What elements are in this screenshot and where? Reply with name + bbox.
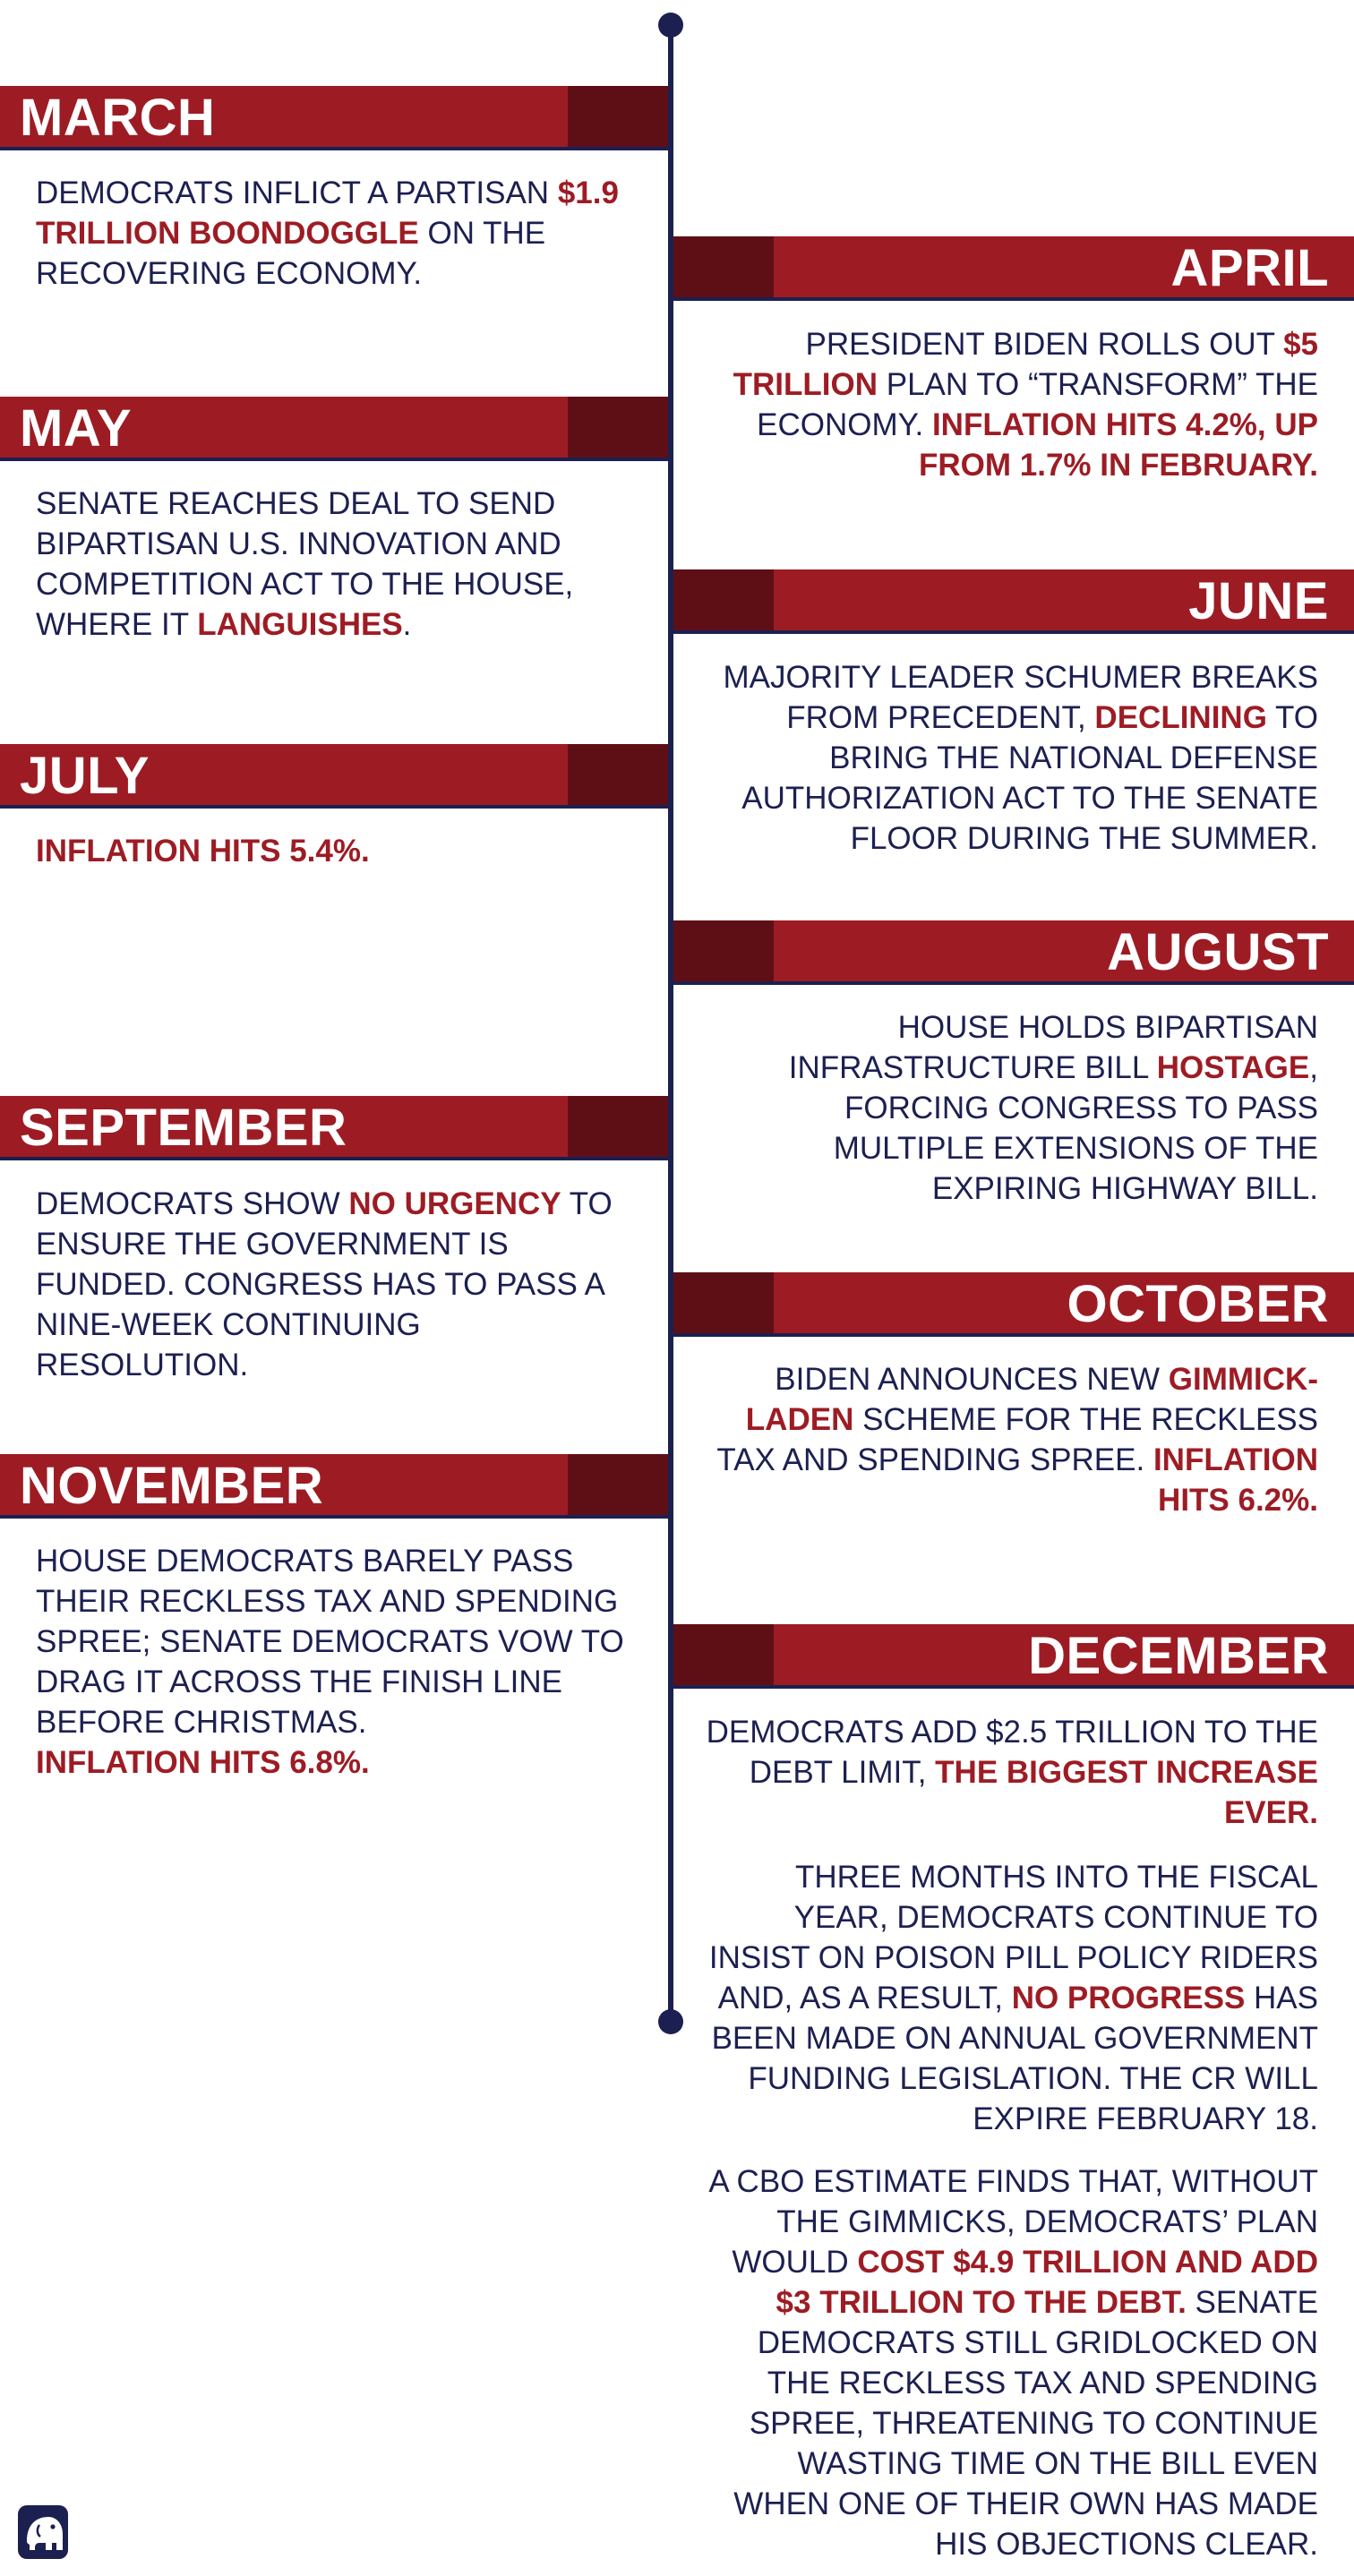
elephant-icon	[18, 2505, 68, 2559]
entry-text: MAJORITY LEADER SCHUMER BREAKS FROM PRECEDENT,	[723, 660, 1318, 735]
month-label-september: SEPTEMBER	[20, 1099, 347, 1157]
banner-accent	[568, 1096, 668, 1157]
month-label-december: DECEMBER	[1028, 1627, 1329, 1685]
entry-text: DEMOCRATS SHOW	[36, 1186, 349, 1221]
entry-text: TO ENSURE THE GOVERNMENT IS FUNDED. CONGRESS HAS TO PASS A NINE-WEEK CONTINUING RESOLUTION.	[36, 1186, 613, 1382]
entry-august	[698, 1007, 1318, 1209]
entry-june	[698, 657, 1318, 859]
banner-accent	[568, 86, 668, 147]
banner-accent	[673, 569, 774, 630]
entry-highlight: $1.9 TRILLION BOONDOGGLE	[36, 175, 619, 251]
entry-text: HOUSE HOLDS BIPARTISAN INFRASTRUCTURE BILL	[788, 1010, 1318, 1085]
entry-highlight: LANGUISHES	[197, 607, 403, 642]
banner-accent	[673, 1624, 774, 1685]
entry-text: ON THE RECOVERING ECONOMY.	[36, 216, 546, 291]
entry-highlight: THE BIGGEST INCREASE EVER.	[935, 1755, 1318, 1830]
entry-highlight: HOSTAGE	[1156, 1050, 1310, 1085]
month-banner-september	[0, 1096, 668, 1160]
entry-text: TO BRING THE NATIONAL DEFENSE AUTHORIZATION ACT TO THE SENATE FLOOR DURING THE SUMMER.	[741, 700, 1318, 856]
month-banner-october	[673, 1272, 1354, 1337]
entry-highlight: GIMMICK-LADEN	[745, 1362, 1318, 1437]
entry-october	[698, 1359, 1318, 1520]
entry-highlight: INFLATION HITS 6.8%.	[36, 1745, 370, 1780]
entry-text: , FORCING CONGRESS TO PASS MULTIPLE EXTENSIONS OF THE EXPIRING HIGHWAY BILL.	[833, 1050, 1318, 1206]
timeline-spine	[668, 24, 673, 2023]
timeline-start-dot	[658, 13, 683, 38]
entry-highlight: $5 TRILLION	[733, 327, 1318, 402]
entry-text: HOUSE DEMOCRATS BARELY PASS THEIR RECKLESS TAX AND SPENDING SPREE; SENATE DEMOCRATS VOW TO DRAG IT ACROSS THE FINISH LINE BEFORE CHRISTMAS.	[36, 1544, 624, 1740]
month-banner-april	[673, 236, 1354, 301]
entry-text: PRESIDENT BIDEN ROLLS OUT	[805, 327, 1284, 362]
entry-text: PLAN TO “TRANSFORM” THE ECONOMY.	[757, 367, 1318, 442]
month-banner-august	[673, 920, 1354, 985]
banner-accent	[568, 1454, 668, 1515]
month-label-july: JULY	[20, 747, 150, 805]
month-label-june: JUNE	[1188, 572, 1329, 630]
entry-text: SENATE REACHES DEAL TO SEND BIPARTISAN U.S. INNOVATION AND COMPETITION ACT TO THE HOUSE, WHERE IT	[36, 486, 574, 642]
month-label-march: MARCH	[20, 89, 216, 147]
entry-text: SENATE DEMOCRATS STILL GRIDLOCKED ON THE RECKLESS TAX AND SPENDING SPREE, THREATENING TO CONTINUE WASTING TIME ON THE BILL EVEN WHEN ONE OF THEIR OWN HAS MADE HIS OBJECTIONS CLEAR.	[733, 2285, 1318, 2562]
month-banner-may	[0, 397, 668, 461]
month-label-april: APRIL	[1170, 239, 1329, 297]
entry-highlight: NO URGENCY	[348, 1186, 561, 1221]
banner-accent	[673, 1272, 774, 1333]
month-banner-july	[0, 744, 668, 809]
month-label-november: NOVEMBER	[20, 1457, 324, 1515]
entry-highlight: NO PROGRESS	[1011, 1981, 1246, 2015]
entry-text: BIDEN ANNOUNCES NEW	[775, 1362, 1169, 1397]
entry-december-cbo	[698, 2161, 1318, 2564]
entry-text: THREE MONTHS INTO THE FISCAL YEAR, DEMOCRATS CONTINUE TO INSIST ON POISON PILL POLICY RIDERS AND, AS A RESULT,	[708, 1860, 1318, 2015]
entry-july	[36, 831, 627, 871]
entry-may	[36, 484, 627, 645]
month-label-october: OCTOBER	[1067, 1275, 1329, 1333]
month-banner-november	[0, 1454, 668, 1519]
timeline-end-dot	[658, 2009, 683, 2034]
entry-highlight: COST $4.9 TRILLION AND ADD $3 TRILLION TO THE DEBT.	[776, 2245, 1318, 2320]
entry-text: SCHEME FOR THE RECKLESS TAX AND SPENDING SPREE.	[716, 1402, 1318, 1477]
entry-december-debt-limit	[698, 1712, 1318, 1833]
entry-highlight: INFLATION HITS 4.2%, UP FROM 1.7% IN FEBRUARY.	[919, 407, 1318, 483]
banner-accent	[568, 744, 668, 805]
entry-text: DEMOCRATS ADD $2.5 TRILLION TO THE DEBT LIMIT,	[706, 1715, 1318, 1790]
month-label-may: MAY	[20, 399, 133, 458]
entry-highlight: INFLATION HITS 5.4%.	[36, 834, 370, 869]
banner-accent	[568, 397, 668, 458]
entry-highlight: INFLATION HITS 6.2%.	[1153, 1442, 1318, 1518]
entry-december-funding	[698, 1857, 1318, 2139]
entry-text: HAS BEEN MADE ON ANNUAL GOVERNMENT FUNDING LEGISLATION. THE CR WILL EXPIRE FEBRUARY 18.	[711, 1981, 1318, 2136]
entry-text: DEMOCRATS INFLICT A PARTISAN	[36, 175, 558, 210]
entry-text: .	[402, 607, 412, 642]
banner-accent	[673, 920, 774, 981]
entry-september	[36, 1184, 627, 1385]
month-banner-december	[673, 1624, 1354, 1689]
entry-text: A CBO ESTIMATE FINDS THAT, WITHOUT THE GIMMICKS, DEMOCRATS’ PLAN WOULD	[708, 2164, 1318, 2280]
entry-highlight: DECLINING	[1094, 700, 1267, 735]
month-banner-march	[0, 86, 668, 150]
entry-april	[698, 324, 1318, 485]
banner-accent	[673, 236, 774, 297]
month-label-august: AUGUST	[1107, 923, 1329, 981]
month-banner-june	[673, 569, 1354, 634]
entry-march	[36, 173, 627, 294]
entry-november	[36, 1541, 627, 1783]
